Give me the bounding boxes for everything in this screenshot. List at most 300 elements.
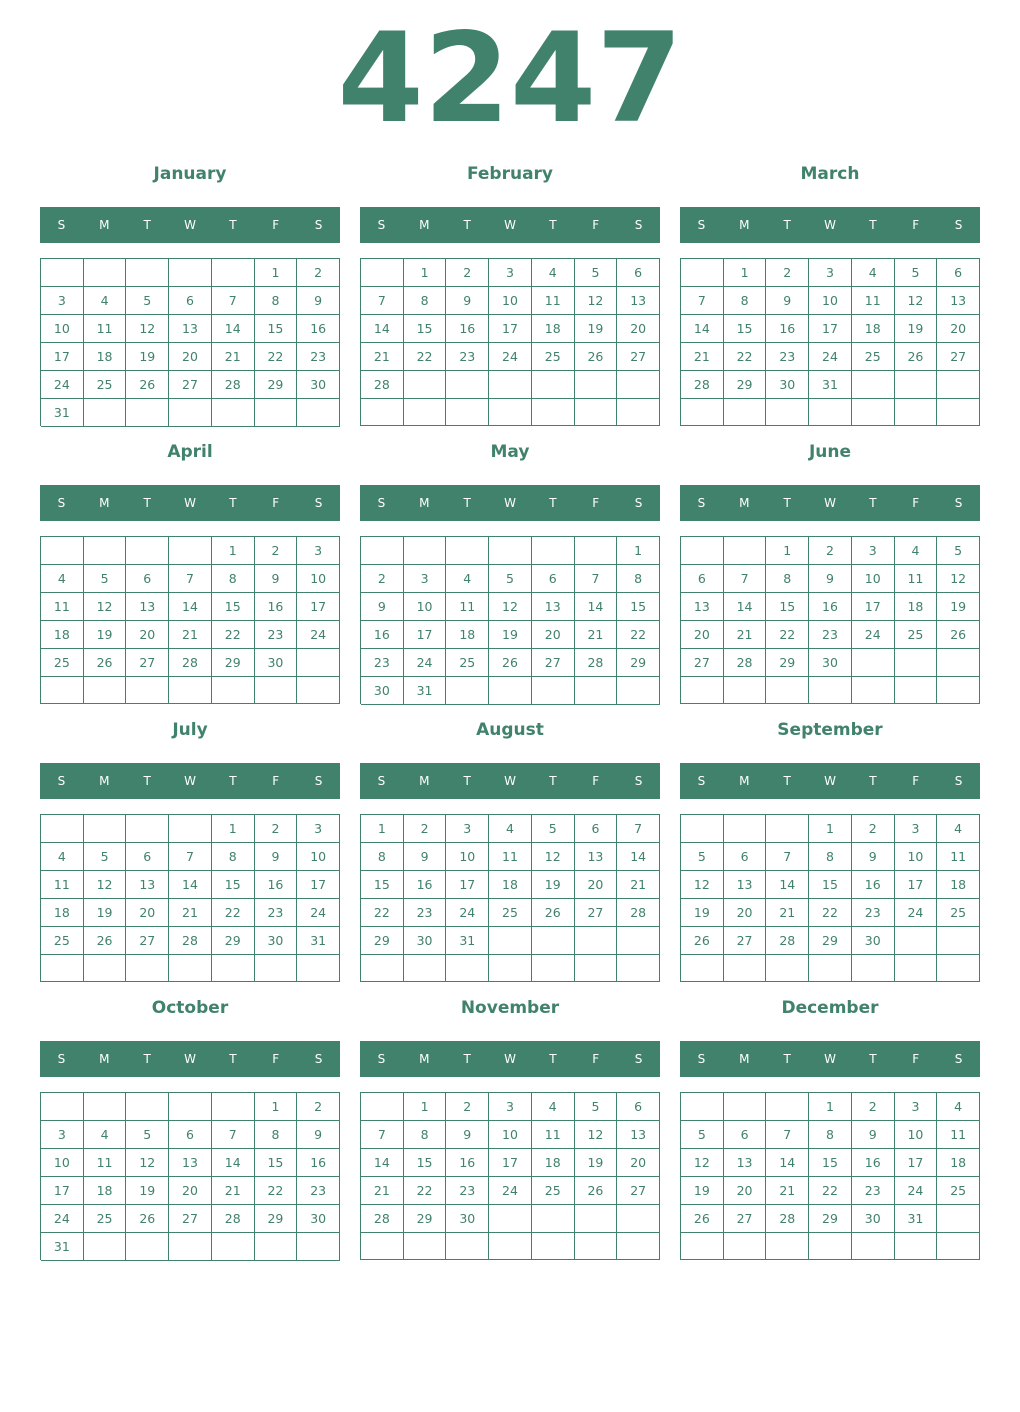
day-cell: 2: [852, 815, 895, 843]
day-cell: 20: [617, 315, 660, 343]
day-cell: 20: [937, 315, 980, 343]
day-cell: 4: [895, 537, 938, 565]
weekday-label: T: [869, 1052, 877, 1066]
day-cell: 15: [212, 871, 255, 899]
day-cell: 23: [361, 649, 404, 677]
empty-day-cell: [489, 399, 532, 426]
empty-day-cell: [766, 815, 809, 843]
weekday-label: M: [99, 774, 110, 788]
empty-day-cell: [489, 927, 532, 955]
day-cell: 17: [41, 1177, 84, 1205]
empty-day-cell: [297, 649, 340, 677]
day-cell: 12: [532, 843, 575, 871]
empty-day-cell: [681, 1233, 724, 1260]
day-cell: 3: [489, 259, 532, 287]
day-cell: 6: [169, 1121, 212, 1149]
day-cell: 13: [681, 593, 724, 621]
day-cell: 22: [212, 621, 255, 649]
weekday-header: [360, 1041, 660, 1077]
weekday-label: S: [57, 1052, 66, 1066]
weekday-label: S: [634, 218, 643, 232]
day-cell: 27: [724, 927, 767, 955]
day-cell: 14: [212, 1149, 255, 1177]
day-cell: 9: [852, 1121, 895, 1149]
day-cell: 5: [84, 843, 127, 871]
weekday-label: S: [57, 218, 66, 232]
day-cell: 14: [617, 843, 660, 871]
weekday-label: W: [184, 218, 196, 232]
empty-day-cell: [532, 537, 575, 565]
day-cell: 25: [41, 927, 84, 955]
day-cell: 16: [255, 871, 298, 899]
empty-day-cell: [255, 677, 298, 704]
day-cell: 12: [575, 1121, 618, 1149]
day-cell: 10: [895, 843, 938, 871]
day-cell: 22: [724, 343, 767, 371]
day-cell: 24: [852, 621, 895, 649]
day-cell: 26: [126, 371, 169, 399]
empty-day-cell: [361, 259, 404, 287]
empty-day-cell: [617, 371, 660, 399]
empty-day-cell: [41, 1093, 84, 1121]
day-cell: 10: [41, 315, 84, 343]
day-cell: 4: [532, 259, 575, 287]
day-cell: 20: [532, 621, 575, 649]
weekday-header: [680, 1041, 980, 1077]
day-cell: 11: [446, 593, 489, 621]
month-november: [360, 994, 660, 1272]
empty-day-cell: [724, 1233, 767, 1260]
day-cell: 13: [169, 315, 212, 343]
day-cell: 20: [126, 899, 169, 927]
month-name: September: [777, 720, 883, 740]
empty-day-cell: [895, 649, 938, 677]
day-cell: 18: [532, 1149, 575, 1177]
day-cell: 29: [724, 371, 767, 399]
day-cell: 21: [212, 343, 255, 371]
day-cell: 21: [617, 871, 660, 899]
day-cell: 1: [724, 259, 767, 287]
weekday-header: [680, 207, 980, 243]
day-cell: 3: [489, 1093, 532, 1121]
day-cell: 15: [255, 1149, 298, 1177]
day-cell: 15: [766, 593, 809, 621]
day-cell: 15: [809, 871, 852, 899]
day-cell: 13: [724, 871, 767, 899]
day-cell: 15: [404, 315, 447, 343]
empty-day-cell: [212, 955, 255, 982]
day-cell: 9: [255, 843, 298, 871]
day-cell: 7: [169, 843, 212, 871]
empty-day-cell: [126, 259, 169, 287]
empty-day-cell: [681, 677, 724, 704]
day-cell: 20: [169, 1177, 212, 1205]
weekday-header: [680, 763, 980, 799]
day-cell: 17: [489, 315, 532, 343]
day-cell: 3: [895, 1093, 938, 1121]
day-cell: 30: [255, 927, 298, 955]
empty-day-cell: [361, 955, 404, 982]
day-cell: 3: [404, 565, 447, 593]
day-cell: 16: [361, 621, 404, 649]
weekday-label: S: [697, 218, 706, 232]
day-cell: 6: [617, 1093, 660, 1121]
empty-day-cell: [361, 1233, 404, 1260]
empty-day-cell: [724, 537, 767, 565]
day-cell: 26: [681, 927, 724, 955]
empty-day-cell: [446, 371, 489, 399]
day-cell: 7: [766, 843, 809, 871]
weekday-label: S: [634, 496, 643, 510]
weekday-label: M: [99, 496, 110, 510]
day-cell: 11: [489, 843, 532, 871]
empty-day-cell: [532, 927, 575, 955]
day-cell: 30: [297, 1205, 340, 1233]
weekday-label: T: [463, 1052, 471, 1066]
day-cell: 20: [575, 871, 618, 899]
day-cell: 29: [212, 649, 255, 677]
day-cell: 31: [297, 927, 340, 955]
day-cell: 13: [937, 287, 980, 315]
empty-day-cell: [575, 927, 618, 955]
weekday-label: T: [463, 496, 471, 510]
empty-day-cell: [895, 955, 938, 982]
day-cell: 25: [446, 649, 489, 677]
empty-day-cell: [212, 1233, 255, 1261]
day-cell: 5: [84, 565, 127, 593]
empty-day-cell: [532, 399, 575, 426]
day-cell: 13: [617, 287, 660, 315]
day-cell: 23: [809, 621, 852, 649]
empty-day-cell: [681, 955, 724, 982]
weekday-label: T: [229, 218, 237, 232]
empty-day-cell: [169, 399, 212, 427]
day-cell: 18: [84, 1177, 127, 1205]
day-cell: 15: [617, 593, 660, 621]
day-cell: 24: [809, 343, 852, 371]
empty-day-cell: [489, 955, 532, 982]
day-cell: 19: [84, 621, 127, 649]
weekday-label: T: [783, 496, 791, 510]
day-cell: 14: [212, 315, 255, 343]
empty-day-cell: [361, 399, 404, 426]
empty-day-cell: [169, 1093, 212, 1121]
empty-day-cell: [212, 677, 255, 704]
day-cell: 22: [766, 621, 809, 649]
day-grid: [360, 1092, 660, 1260]
day-cell: 3: [297, 815, 340, 843]
weekday-label: F: [272, 218, 280, 232]
weekday-label: F: [272, 774, 280, 788]
weekday-label: W: [824, 1052, 836, 1066]
day-cell: 18: [852, 315, 895, 343]
weekday-header: [360, 485, 660, 521]
day-cell: 24: [446, 899, 489, 927]
day-cell: 31: [41, 1233, 84, 1261]
empty-day-cell: [169, 259, 212, 287]
day-cell: 11: [84, 315, 127, 343]
weekday-label: T: [549, 1052, 557, 1066]
months-grid: [40, 160, 980, 1272]
day-cell: 14: [766, 871, 809, 899]
day-cell: 17: [446, 871, 489, 899]
day-cell: 16: [852, 1149, 895, 1177]
day-cell: 30: [255, 649, 298, 677]
empty-day-cell: [895, 371, 938, 399]
day-cell: 28: [724, 649, 767, 677]
month-name: January: [153, 164, 227, 184]
day-cell: 14: [361, 315, 404, 343]
month-april: [40, 438, 340, 716]
day-cell: 12: [84, 871, 127, 899]
day-cell: 31: [404, 677, 447, 705]
empty-day-cell: [126, 1093, 169, 1121]
day-cell: 28: [361, 371, 404, 399]
day-cell: 31: [41, 399, 84, 427]
day-cell: 19: [126, 343, 169, 371]
day-cell: 21: [212, 1177, 255, 1205]
day-cell: 27: [937, 343, 980, 371]
day-cell: 24: [41, 371, 84, 399]
weekday-label: T: [229, 1052, 237, 1066]
day-cell: 15: [809, 1149, 852, 1177]
empty-day-cell: [489, 1205, 532, 1233]
empty-day-cell: [126, 955, 169, 982]
day-cell: 19: [575, 315, 618, 343]
day-cell: 2: [361, 565, 404, 593]
day-cell: 15: [361, 871, 404, 899]
empty-day-cell: [937, 1205, 980, 1233]
empty-day-cell: [575, 677, 618, 705]
day-cell: 6: [532, 565, 575, 593]
day-cell: 9: [852, 843, 895, 871]
weekday-label: T: [783, 774, 791, 788]
day-cell: 11: [937, 1121, 980, 1149]
empty-day-cell: [361, 1093, 404, 1121]
day-cell: 14: [575, 593, 618, 621]
weekday-label: S: [697, 774, 706, 788]
day-cell: 12: [489, 593, 532, 621]
day-cell: 6: [617, 259, 660, 287]
day-cell: 20: [169, 343, 212, 371]
day-cell: 18: [937, 1149, 980, 1177]
day-cell: 5: [681, 843, 724, 871]
day-grid: [360, 258, 660, 426]
empty-day-cell: [532, 955, 575, 982]
month-name: December: [781, 998, 879, 1018]
empty-day-cell: [617, 927, 660, 955]
month-may: [360, 438, 660, 716]
day-cell: 29: [255, 371, 298, 399]
weekday-label: T: [143, 218, 151, 232]
day-cell: 2: [446, 1093, 489, 1121]
day-cell: 27: [169, 371, 212, 399]
day-cell: 30: [446, 1205, 489, 1233]
month-august: [360, 716, 660, 994]
empty-day-cell: [212, 1093, 255, 1121]
empty-day-cell: [937, 955, 980, 982]
day-cell: 26: [895, 343, 938, 371]
day-cell: 3: [41, 287, 84, 315]
empty-day-cell: [766, 399, 809, 426]
weekday-label: M: [739, 774, 750, 788]
weekday-label: M: [739, 496, 750, 510]
day-cell: 8: [766, 565, 809, 593]
day-cell: 27: [617, 1177, 660, 1205]
day-grid: [40, 536, 340, 704]
day-cell: 10: [446, 843, 489, 871]
day-cell: 14: [169, 871, 212, 899]
day-cell: 28: [169, 649, 212, 677]
day-cell: 28: [169, 927, 212, 955]
weekday-label: S: [954, 1052, 963, 1066]
day-cell: 22: [809, 1177, 852, 1205]
day-cell: 1: [404, 1093, 447, 1121]
day-cell: 16: [297, 1149, 340, 1177]
day-cell: 29: [766, 649, 809, 677]
day-cell: 19: [575, 1149, 618, 1177]
day-cell: 28: [766, 1205, 809, 1233]
day-cell: 5: [126, 1121, 169, 1149]
day-cell: 18: [895, 593, 938, 621]
empty-day-cell: [489, 677, 532, 705]
day-cell: 10: [404, 593, 447, 621]
day-cell: 14: [766, 1149, 809, 1177]
day-cell: 8: [212, 843, 255, 871]
day-cell: 30: [404, 927, 447, 955]
day-cell: 27: [724, 1205, 767, 1233]
weekday-label: S: [377, 774, 386, 788]
weekday-label: W: [824, 218, 836, 232]
weekday-label: M: [99, 218, 110, 232]
empty-day-cell: [169, 815, 212, 843]
empty-day-cell: [84, 1233, 127, 1261]
day-cell: 5: [126, 287, 169, 315]
day-cell: 16: [766, 315, 809, 343]
empty-day-cell: [681, 537, 724, 565]
empty-day-cell: [809, 399, 852, 426]
day-cell: 8: [809, 1121, 852, 1149]
empty-day-cell: [126, 815, 169, 843]
month-january: [40, 160, 340, 438]
empty-day-cell: [617, 399, 660, 426]
day-cell: 30: [766, 371, 809, 399]
day-cell: 3: [852, 537, 895, 565]
month-july: [40, 716, 340, 994]
empty-day-cell: [852, 649, 895, 677]
day-cell: 12: [681, 871, 724, 899]
day-cell: 13: [169, 1149, 212, 1177]
empty-day-cell: [84, 677, 127, 704]
weekday-label: F: [592, 496, 600, 510]
empty-day-cell: [681, 1093, 724, 1121]
weekday-label: S: [377, 496, 386, 510]
day-cell: 5: [489, 565, 532, 593]
month-name: February: [466, 164, 554, 184]
weekday-label: F: [592, 1052, 600, 1066]
empty-day-cell: [617, 1233, 660, 1260]
weekday-label: S: [954, 218, 963, 232]
weekday-label: W: [824, 496, 836, 510]
day-cell: 4: [446, 565, 489, 593]
weekday-label: T: [143, 774, 151, 788]
day-cell: 17: [809, 315, 852, 343]
day-cell: 23: [446, 1177, 489, 1205]
day-cell: 4: [84, 1121, 127, 1149]
day-cell: 5: [937, 537, 980, 565]
day-cell: 17: [489, 1149, 532, 1177]
weekday-label: T: [143, 496, 151, 510]
day-cell: 28: [212, 1205, 255, 1233]
weekday-label: T: [549, 218, 557, 232]
day-cell: 7: [212, 287, 255, 315]
weekday-header: [360, 763, 660, 799]
day-cell: 19: [84, 899, 127, 927]
weekday-label: S: [377, 1052, 386, 1066]
day-cell: 21: [681, 343, 724, 371]
day-cell: 15: [724, 315, 767, 343]
day-cell: 26: [489, 649, 532, 677]
weekday-label: S: [634, 774, 643, 788]
day-cell: 26: [84, 649, 127, 677]
empty-day-cell: [852, 677, 895, 704]
empty-day-cell: [255, 1233, 298, 1261]
empty-day-cell: [84, 955, 127, 982]
day-cell: 2: [809, 537, 852, 565]
day-cell: 20: [126, 621, 169, 649]
day-cell: 11: [41, 593, 84, 621]
day-cell: 21: [766, 899, 809, 927]
month-name: June: [808, 442, 852, 462]
day-cell: 26: [532, 899, 575, 927]
day-cell: 21: [361, 343, 404, 371]
day-cell: 25: [84, 1205, 127, 1233]
day-cell: 16: [255, 593, 298, 621]
day-cell: 3: [446, 815, 489, 843]
day-cell: 13: [575, 843, 618, 871]
day-cell: 26: [126, 1205, 169, 1233]
empty-day-cell: [84, 1093, 127, 1121]
day-cell: 4: [41, 843, 84, 871]
empty-day-cell: [84, 259, 127, 287]
weekday-label: T: [783, 218, 791, 232]
weekday-label: T: [229, 496, 237, 510]
empty-day-cell: [681, 259, 724, 287]
empty-day-cell: [404, 537, 447, 565]
day-cell: 23: [297, 1177, 340, 1205]
empty-day-cell: [489, 371, 532, 399]
day-cell: 22: [809, 899, 852, 927]
empty-day-cell: [766, 1233, 809, 1260]
day-cell: 18: [41, 899, 84, 927]
weekday-label: W: [504, 774, 516, 788]
empty-day-cell: [446, 677, 489, 705]
day-cell: 4: [84, 287, 127, 315]
day-cell: 14: [724, 593, 767, 621]
day-cell: 8: [212, 565, 255, 593]
weekday-header: [40, 485, 340, 521]
day-cell: 24: [489, 343, 532, 371]
day-cell: 25: [41, 649, 84, 677]
empty-day-cell: [724, 955, 767, 982]
day-cell: 22: [255, 1177, 298, 1205]
weekday-label: T: [463, 218, 471, 232]
empty-day-cell: [84, 537, 127, 565]
day-cell: 25: [532, 343, 575, 371]
day-cell: 1: [766, 537, 809, 565]
day-cell: 2: [766, 259, 809, 287]
empty-day-cell: [297, 399, 340, 427]
